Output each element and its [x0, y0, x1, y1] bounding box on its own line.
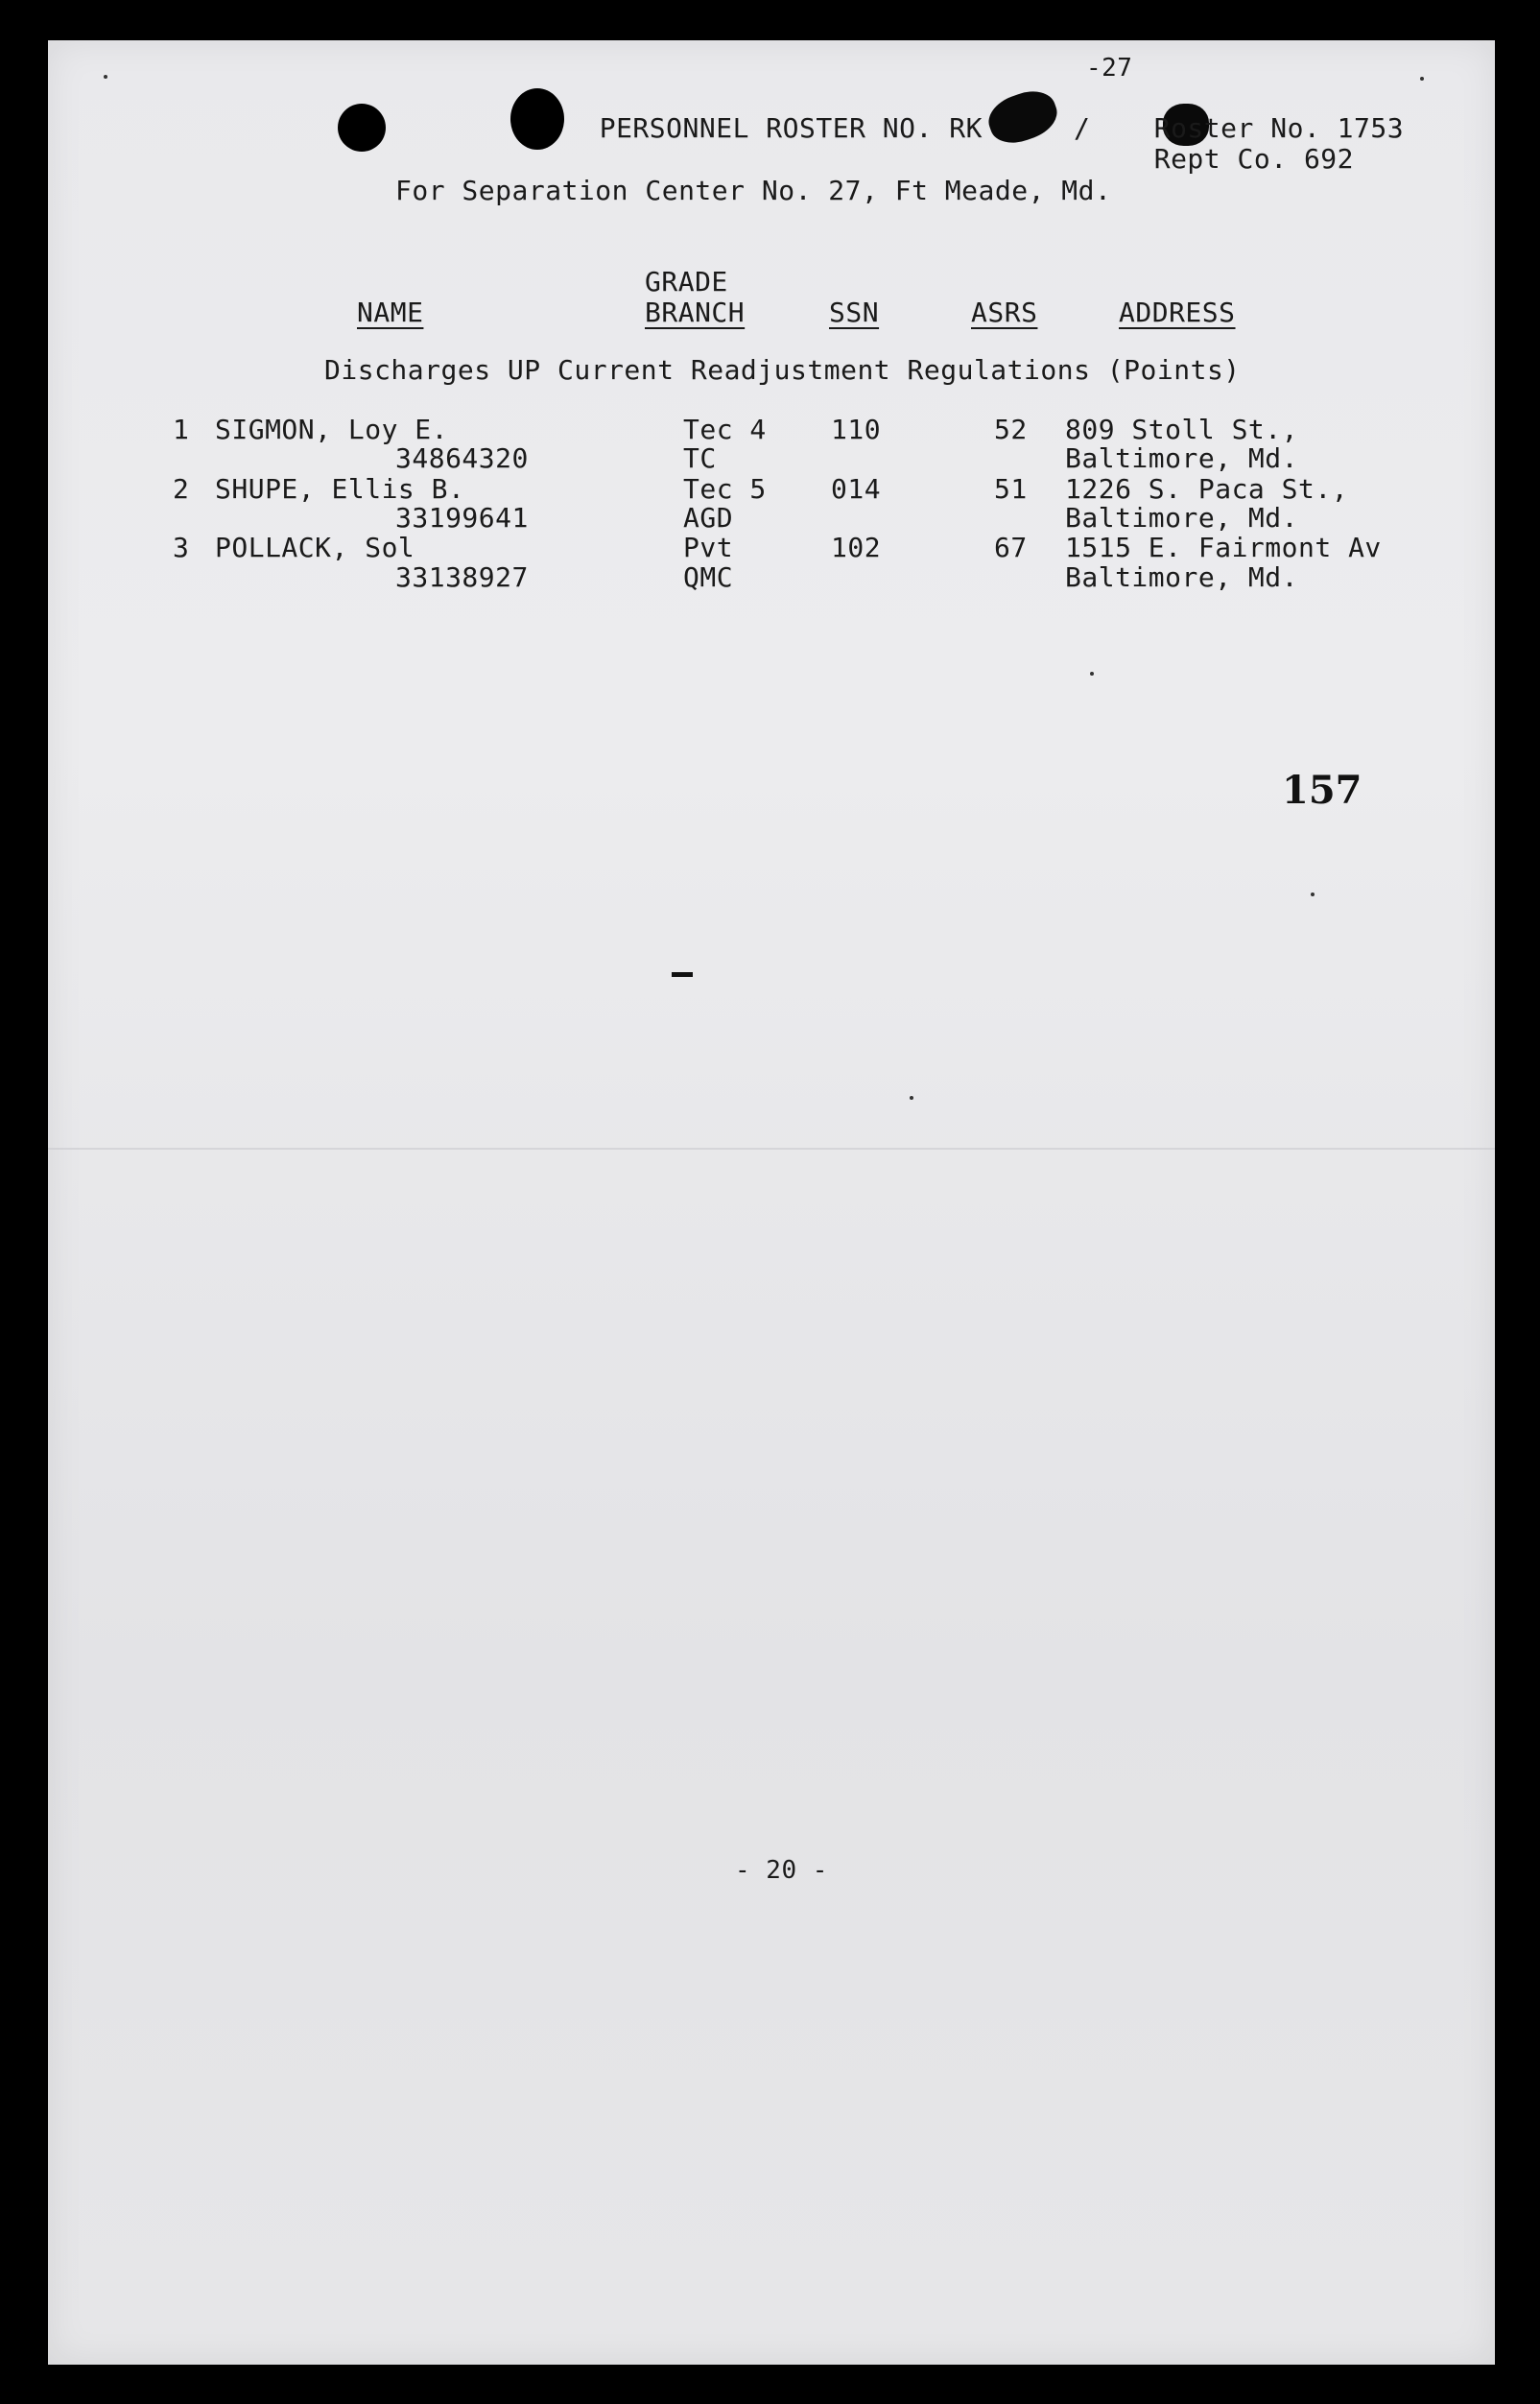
- roster-number: Roster No. 1753: [1153, 112, 1405, 144]
- entry-name: SIGMON, Loy E.: [215, 414, 449, 445]
- entry-name: SHUPE, Ellis B.: [215, 473, 465, 505]
- entry-serial: 33199641: [395, 502, 529, 534]
- paper-speck: [910, 1096, 913, 1100]
- entry-ssn: 014: [831, 473, 882, 505]
- column-grade: GRADE: [645, 266, 728, 298]
- entry-ssn: 110: [831, 414, 882, 445]
- punch-hole-left: [338, 104, 386, 152]
- entry-name: POLLACK, Sol: [215, 532, 415, 563]
- section-heading: Discharges UP Current Readjustment Regulations (Points): [324, 354, 1241, 386]
- entry-branch: TC: [683, 442, 717, 474]
- entry-asrs: 51: [994, 473, 1028, 505]
- entry-address-line1: 1226 S. Paca St.,: [1065, 473, 1349, 505]
- separation-center-line: For Separation Center No. 27, Ft Meade, Md.: [395, 175, 1112, 206]
- entry-branch: AGD: [683, 502, 734, 534]
- column-name: NAME: [357, 297, 424, 328]
- page-fold-line: [48, 1148, 1495, 1150]
- entry-address-line2: Baltimore, Md.: [1065, 561, 1299, 593]
- entry-address-line1: 1515 E. Fairmont Av: [1065, 532, 1382, 563]
- top-number: -27: [1086, 54, 1133, 83]
- punch-hole-middle: [510, 88, 564, 150]
- paper-speck: [1420, 77, 1424, 81]
- stray-dash-mark: [672, 972, 693, 977]
- entry-branch: QMC: [683, 561, 734, 593]
- column-branch: BRANCH: [645, 297, 746, 328]
- entry-number: 2: [173, 473, 190, 505]
- entry-grade: Tec 4: [683, 414, 767, 445]
- entry-number: 1: [173, 414, 190, 445]
- entry-address-line2: Baltimore, Md.: [1065, 442, 1299, 474]
- document-page: [48, 40, 1495, 2365]
- column-address: ADDRESS: [1119, 297, 1236, 328]
- roster-title: PERSONNEL ROSTER NO. RK /: [599, 112, 1091, 144]
- page-number: - 20 -: [735, 1856, 828, 1885]
- entry-address-line2: Baltimore, Md.: [1065, 502, 1299, 534]
- paper-speck: [104, 75, 107, 79]
- paper-speck: [1311, 893, 1315, 896]
- paper-speck: [1090, 672, 1094, 676]
- entry-asrs: 52: [994, 414, 1028, 445]
- entry-ssn: 102: [831, 532, 882, 563]
- entry-number: 3: [173, 532, 190, 563]
- entry-serial: 33138927: [395, 561, 529, 593]
- entry-serial: 34864320: [395, 442, 529, 474]
- entry-address-line1: 809 Stoll St.,: [1065, 414, 1299, 445]
- column-asrs: ASRS: [971, 297, 1038, 328]
- rept-co: Rept Co. 692: [1153, 143, 1355, 175]
- entry-asrs: 67: [994, 532, 1028, 563]
- entry-grade: Tec 5: [683, 473, 767, 505]
- stamped-number: 157: [1282, 768, 1362, 813]
- entry-grade: Pvt: [683, 532, 734, 563]
- column-ssn: SSN: [829, 297, 880, 328]
